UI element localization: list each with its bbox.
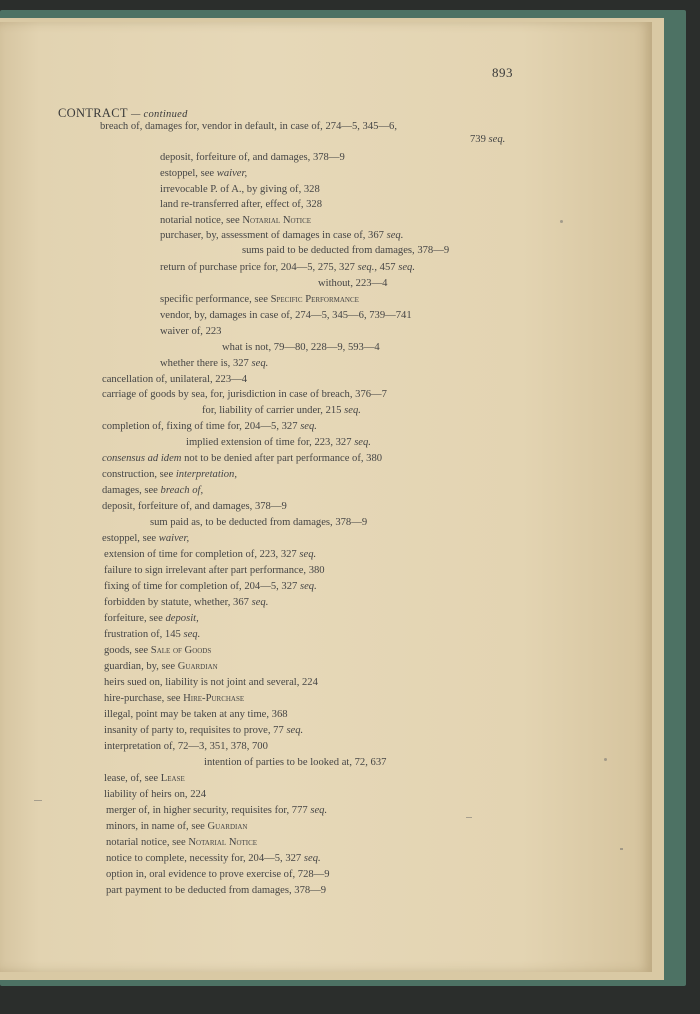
entry-liability-carrier xyxy=(202,405,361,416)
entry-seq: seq. xyxy=(251,597,269,608)
entry-seq: seq. xyxy=(488,134,506,145)
entry-text: damages, see xyxy=(102,485,158,496)
entry-breach xyxy=(100,121,397,132)
entry-text: return of purchase price for, 204—5, 275, 327 xyxy=(160,262,355,273)
entry-text: 457 xyxy=(379,262,396,273)
entry-text: failure to sign irrelevant after part performance, 380 xyxy=(104,565,325,576)
entry-notarial-2 xyxy=(106,837,257,848)
entry-deposit xyxy=(160,152,345,163)
entry-cross-reference: Hire-Purchase xyxy=(183,693,245,704)
entry-hire xyxy=(104,693,244,704)
entry-text: estoppel, see xyxy=(160,168,215,179)
entry-carriage xyxy=(102,389,387,400)
entry-completion xyxy=(102,421,317,432)
entry-failure xyxy=(104,565,325,576)
entry-text: land re-transferred after, effect of, 328 xyxy=(160,199,323,210)
entry-land xyxy=(160,199,322,210)
entry-option xyxy=(106,869,330,880)
entry-sum-paid xyxy=(150,517,367,528)
entry-damages xyxy=(102,485,203,496)
entry-purchaser xyxy=(160,230,403,241)
entry-vendor xyxy=(160,310,412,321)
entry-text: not to be denied after part performance of, 380 xyxy=(184,453,383,464)
entry-text: estoppel, see xyxy=(102,533,157,544)
entry-text: sum paid as, to be deducted from damages, 378—9 xyxy=(150,517,368,528)
entry-seq: seq. xyxy=(299,581,317,592)
entry-deposit-2 xyxy=(102,501,287,512)
entry-heirs xyxy=(104,677,318,688)
entry-consensus xyxy=(102,453,382,464)
entry-cross-reference: Specific Performance xyxy=(270,294,359,305)
entry-cross-reference: Notarial Notice xyxy=(188,837,258,848)
entry-text: 739 xyxy=(470,134,486,145)
entry-merger xyxy=(106,805,327,816)
paper-speck xyxy=(34,800,42,801)
entry-seq: seq. xyxy=(386,230,404,241)
entry-interpretation xyxy=(104,741,268,752)
entry-text: minors, in name of, see xyxy=(106,821,205,832)
entry-text: notice to complete, necessity for, 204—5, 327 xyxy=(106,853,302,864)
entry-construction xyxy=(102,469,237,480)
book-page xyxy=(0,22,652,972)
entry-latin-term: consensus ad idem xyxy=(102,453,182,464)
entry-implied xyxy=(186,437,371,448)
entry-seq: seq. xyxy=(398,262,415,273)
entry-return xyxy=(160,262,415,273)
entry-text: without, 223—4 xyxy=(318,278,388,289)
entry-cross-reference: Sale of Goods xyxy=(150,645,212,656)
entry-text: irrevocable P. of A., by giving of, 328 xyxy=(160,184,320,195)
entry-text: cancellation of, unilateral, 223—4 xyxy=(102,374,248,385)
entry-text: for, liability of carrier under, 215 xyxy=(202,405,342,416)
entry-text: interpretation of, 72—3, 351, 378, 700 xyxy=(104,741,268,752)
entry-text: what is not, 79—80, 228—9, 593—4 xyxy=(222,342,380,353)
entry-cross-reference: waiver, xyxy=(158,533,190,544)
entry-seq: seq. xyxy=(299,549,317,560)
entry-seq: seq., xyxy=(357,262,377,273)
entry-text: implied extension of time for, 223, 327 xyxy=(186,437,352,448)
entry-seq: seq. xyxy=(344,405,361,416)
entry-text: purchaser, by, assessment of damages in case of, 367 xyxy=(160,230,384,241)
paper-speck xyxy=(620,848,623,850)
entry-text: guardian, by, see xyxy=(104,661,176,672)
entry-text: heirs sued on, liability is not joint and several, 224 xyxy=(104,677,318,688)
entry-text: lease, of, see xyxy=(104,773,159,784)
entry-specific xyxy=(160,294,359,305)
entry-forfeiture xyxy=(104,613,199,624)
entry-without xyxy=(318,278,387,289)
entry-text: specific performance, see xyxy=(160,294,268,305)
entry-cross-reference: interpretation, xyxy=(175,469,237,480)
entry-text: option in, oral evidence to prove exercise of, 728—9 xyxy=(106,869,330,880)
entry-insanity xyxy=(104,725,303,736)
entry-text: construction, see xyxy=(102,469,174,480)
entry-sums xyxy=(242,245,449,256)
entry-liability-heirs xyxy=(104,789,206,800)
entry-text: illegal, point may be taken at any time, 368 xyxy=(104,709,288,720)
entry-what xyxy=(222,342,380,353)
entry-estoppel-2 xyxy=(102,533,189,544)
entry-text: part payment to be deducted from damages, 378—9 xyxy=(106,885,327,896)
entry-illegal xyxy=(104,709,288,720)
entry-notarial xyxy=(160,215,311,226)
entry-part xyxy=(106,885,326,896)
entry-seq: seq. xyxy=(310,805,328,816)
entry-cross-reference: Lease xyxy=(160,773,185,784)
entry-seq: seq. xyxy=(300,421,317,432)
entry-text: forfeiture, see xyxy=(104,613,163,624)
paper-speck xyxy=(604,758,607,761)
entry-text: fixing of time for completion of, 204—5, 327 xyxy=(104,581,298,592)
page-number: 893 xyxy=(492,65,513,80)
entry-seq: seq. xyxy=(251,358,269,369)
entry-cross-reference: deposit, xyxy=(165,613,199,624)
entry-text: completion of, fixing of time for, 204—5, 327 xyxy=(102,421,298,432)
entry-text: sums paid to be deducted from damages, 378—9 xyxy=(242,245,450,256)
entry-text: insanity of party to, requisites to prove, 77 xyxy=(104,725,284,736)
entry-text: notarial notice, see xyxy=(106,837,186,848)
entry-text: carriage of goods by sea, for, jurisdiction in case of breach, 376—7 xyxy=(102,389,387,400)
entry-waiver xyxy=(160,326,221,337)
entry-text: notarial notice, see xyxy=(160,215,240,226)
entry-text: liability of heirs on, 224 xyxy=(104,789,207,800)
entry-text: extension of time for completion of, 223, 327 xyxy=(104,549,297,560)
entry-seq: seq. xyxy=(183,629,201,640)
entry-cross-reference: waiver, xyxy=(216,168,248,179)
paper-speck xyxy=(560,220,563,223)
entry-notice xyxy=(106,853,321,864)
entry-text: goods, see xyxy=(104,645,149,656)
entry-text: frustration of, 145 xyxy=(104,629,181,640)
entry-cross-reference: Guardian xyxy=(177,661,218,672)
entry-intention xyxy=(204,757,386,768)
entry-text: deposit, forfeiture of, and damages, 378—9 xyxy=(160,152,345,163)
entry-seq: seq. xyxy=(303,853,321,864)
entry-text: deposit, forfeiture of, and damages, 378—9 xyxy=(102,501,287,512)
entry-cross-reference: Guardian xyxy=(207,821,248,832)
entry-extension xyxy=(104,549,316,560)
heading-title: CONTRACT xyxy=(58,106,128,120)
entry-cross-reference: breach of, xyxy=(160,485,204,496)
entry-lease xyxy=(104,773,185,784)
entry-text: intention of parties to be looked at, 72, 637 xyxy=(204,757,387,768)
entry-text: hire-purchase, see xyxy=(104,693,181,704)
entry-text: waiver of, 223 xyxy=(160,326,222,337)
entry-estoppel xyxy=(160,168,247,179)
entry-goods xyxy=(104,645,211,656)
entry-frustration xyxy=(104,629,200,640)
entry-cross-reference: Notarial Notice xyxy=(242,215,312,226)
entry-seq: seq. xyxy=(354,437,371,448)
entry-guardian xyxy=(104,661,218,672)
entry-text: vendor, by, damages in case of, 274—5, 345—6, 739—741 xyxy=(160,310,412,321)
entry-text: merger of, in higher security, requisites for, 777 xyxy=(106,805,308,816)
entry-text: whether there is, 327 xyxy=(160,358,249,369)
entry-forbidden xyxy=(104,597,268,608)
entry-text: forbidden by statute, whether, 367 xyxy=(104,597,249,608)
entry-text: breach of, damages for, vendor in default, in case of, 274—5, 345—6, xyxy=(100,121,397,132)
paper-speck xyxy=(466,817,472,818)
entry-minors xyxy=(106,821,247,832)
entry-cancellation xyxy=(102,374,247,385)
entry-irrevocable xyxy=(160,184,320,195)
entry-breach-continued xyxy=(470,134,505,145)
entry-whether xyxy=(160,358,268,369)
heading-continued: — continued xyxy=(130,109,188,120)
entry-seq: seq. xyxy=(286,725,304,736)
index-heading xyxy=(58,106,188,121)
entry-fixing xyxy=(104,581,317,592)
